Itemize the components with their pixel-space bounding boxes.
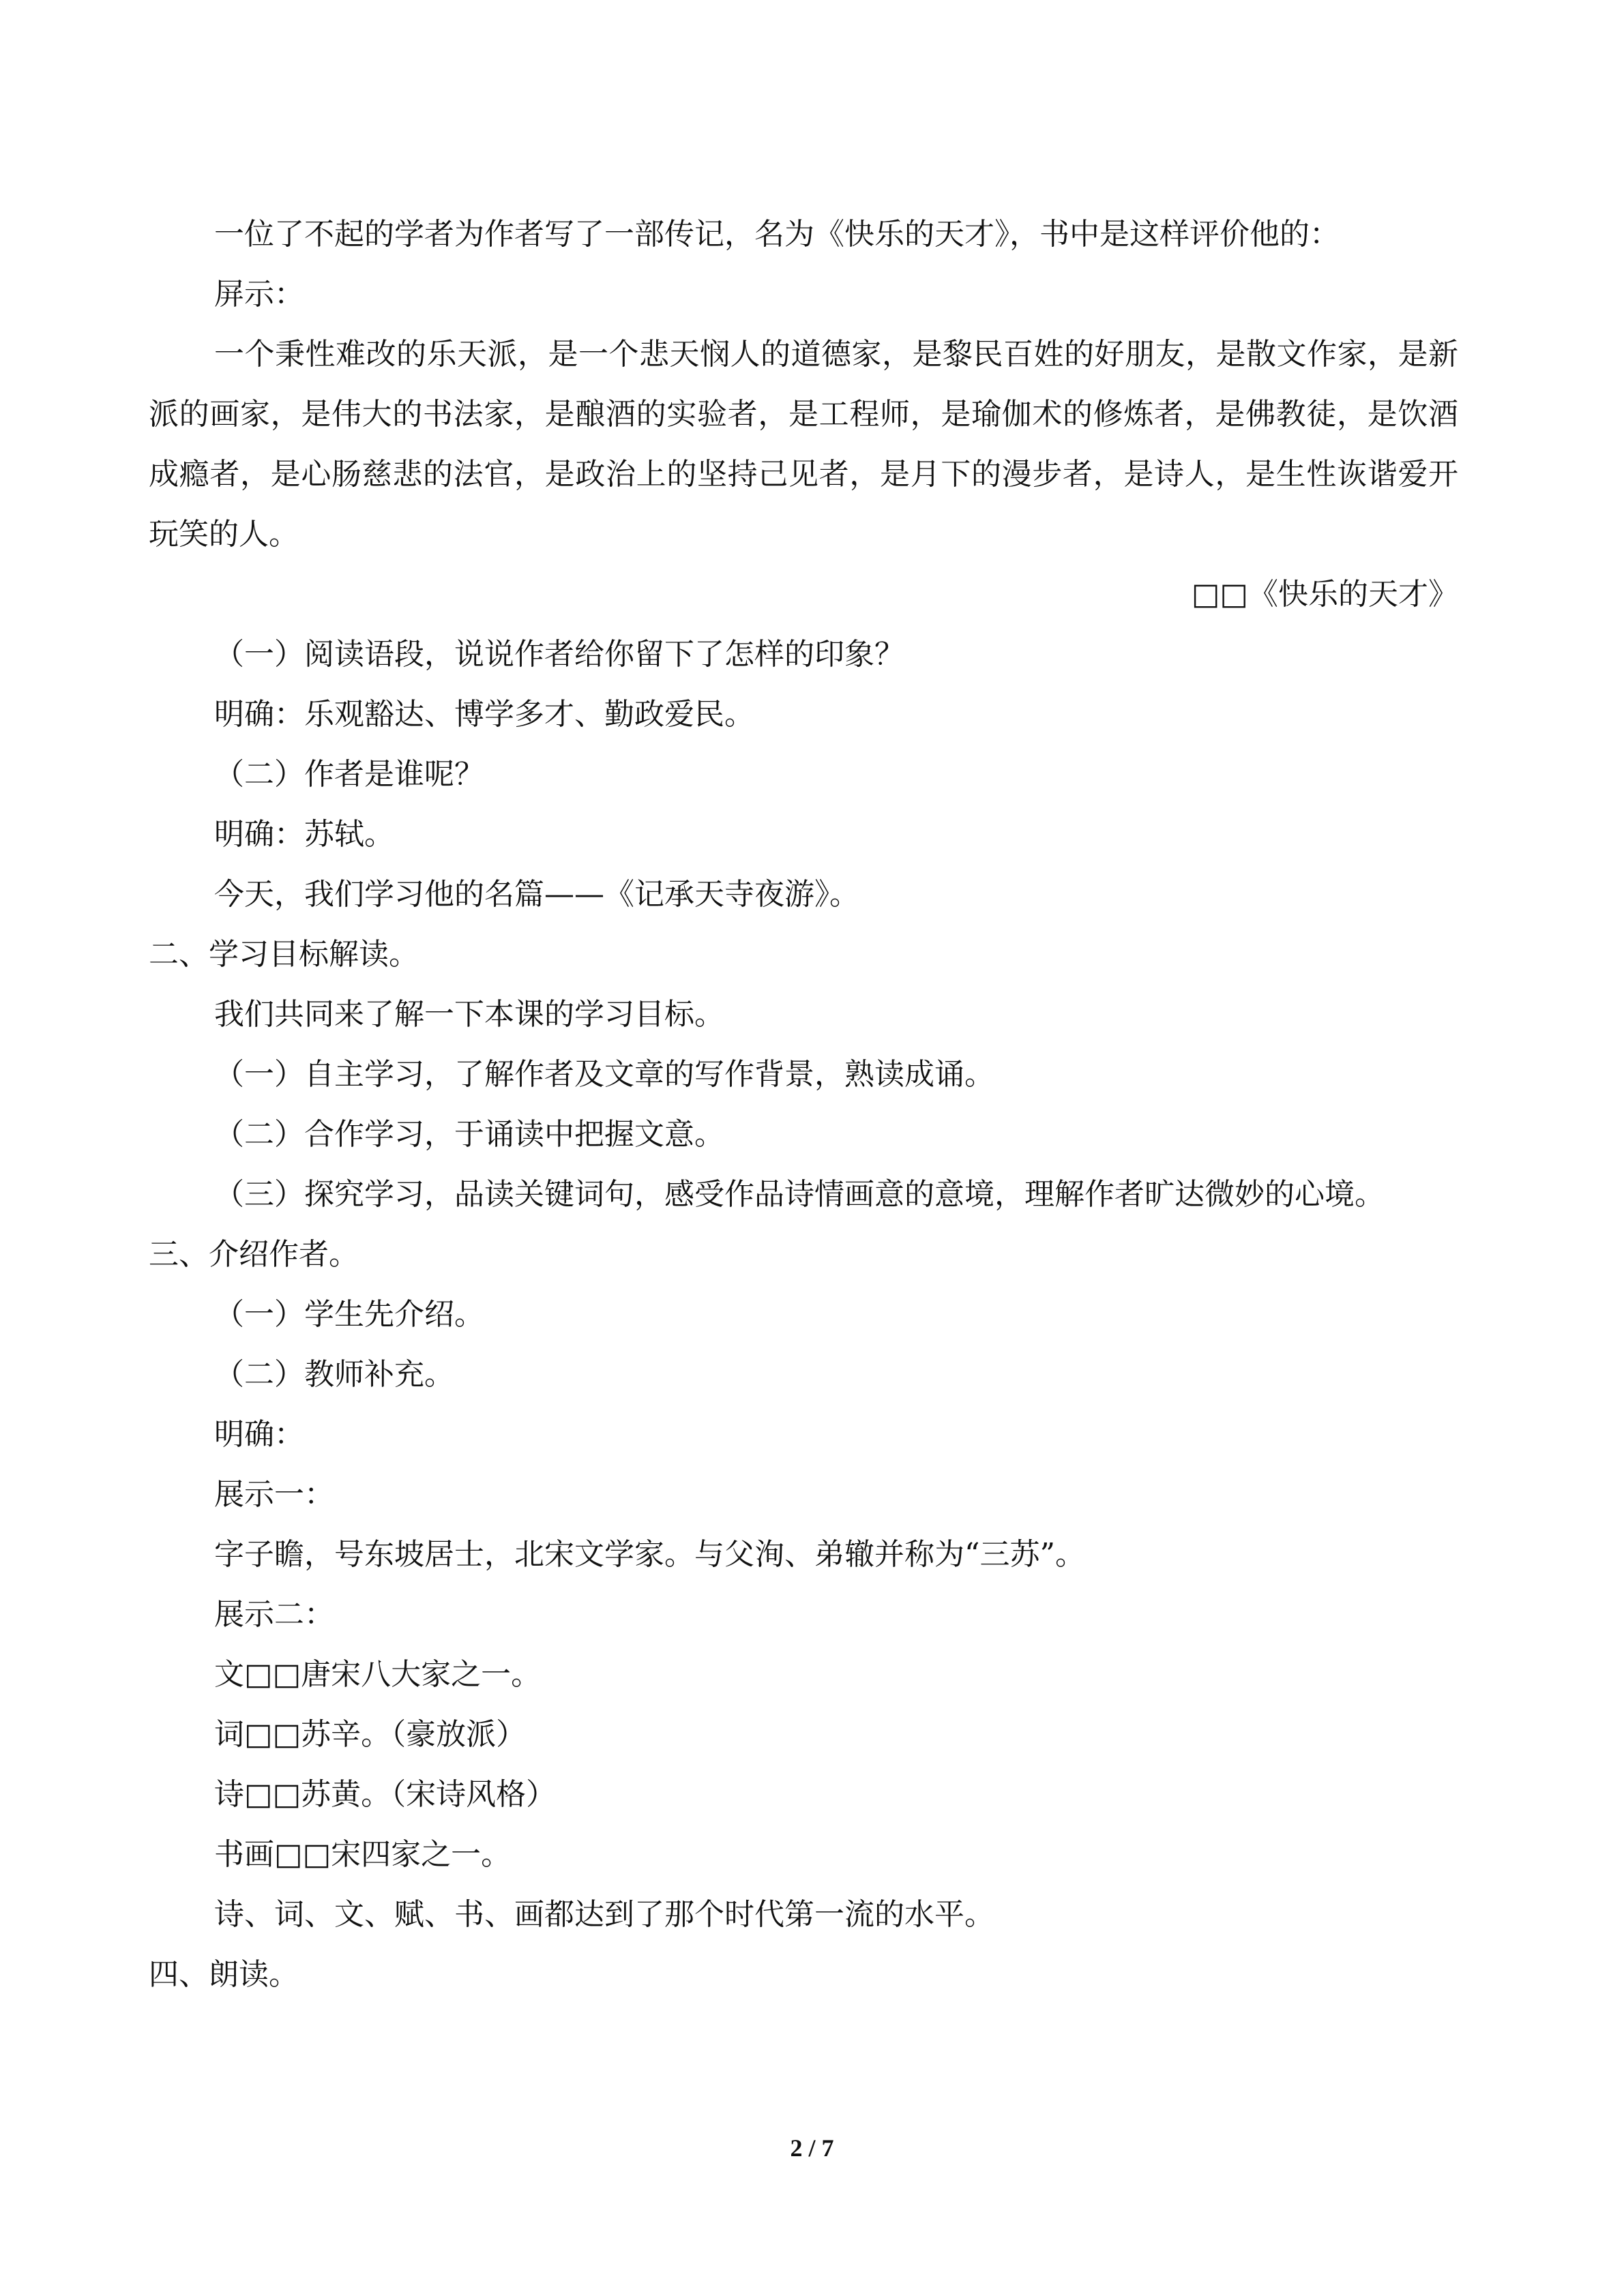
answer-1: 明确：乐观豁达、博学多才、勤政爱民。 <box>214 697 754 732</box>
today-intro: 今天，我们学习他的名篇——《记承天寺夜游》。 <box>214 877 859 912</box>
section-heading-2: 二、学习目标解读。 <box>149 937 419 972</box>
show-1-label: 展示一： <box>214 1477 334 1512</box>
goal-2: （二）合作学习，于诵读中把握文意。 <box>214 1117 724 1152</box>
section-heading-3: 三、介绍作者。 <box>149 1237 359 1272</box>
goal-3: （三）探究学习，品读关键词句，感受作品诗情画意的意境，理解作者旷达微妙的心境。 <box>214 1177 1385 1212</box>
question-1: （一）阅读语段，说说作者给你留下了怎样的印象？ <box>214 637 904 672</box>
biography-quote: 一个秉性难改的乐天派，是一个悲天悯人的道德家，是黎民百姓的好朋友，是散文作家，是新派的画家，是伟大的书法家，是酿酒的实验者，是工程师，是瑜伽术的修炼者，是佛教徒，是饮酒成瘾者，是心肠慈悲的法官，是政治上的坚持己见者，是月下的漫步者，是诗人，是生性诙谐爱开玩笑的人。 <box>149 337 1458 552</box>
author-step-1: （一）学生先介绍。 <box>214 1297 484 1332</box>
show-2-prose: 文□□唐宋八大家之一。 <box>214 1657 542 1692</box>
page-number: 2 / 7 <box>790 2134 834 2162</box>
clarify-label: 明确： <box>214 1417 304 1452</box>
section-heading-4: 四、朗读。 <box>149 1957 299 1992</box>
goals-intro: 我们共同来了解一下本课的学习目标。 <box>214 997 724 1032</box>
page-content <box>149 205 1458 2005</box>
show-1-text: 字子瞻，号东坡居士，北宋文学家。与父洵、弟辙并称为“三苏”。 <box>214 1537 1085 1572</box>
author-step-2: （二）教师补充。 <box>214 1357 454 1392</box>
answer-2: 明确：苏轼。 <box>214 817 394 852</box>
summary: 诗、词、文、赋、书、画都达到了那个时代第一流的水平。 <box>214 1897 994 1932</box>
show-2-label: 展示二： <box>214 1597 334 1632</box>
display-label: 屏示： <box>214 277 304 312</box>
intro-paragraph: 一位了不起的学者为作者写了一部传记，名为《快乐的天才》，书中是这样评价他的： <box>214 217 1340 252</box>
quote-source: □□《快乐的天才》 <box>1191 577 1458 612</box>
show-2-painting: 书画□□宋四家之一。 <box>214 1837 512 1872</box>
question-2: （二）作者是谁呢？ <box>214 757 484 792</box>
show-2-poetry: 诗□□苏黄。（宋诗风格） <box>214 1777 557 1812</box>
show-2-ci: 词□□苏辛。（豪放派） <box>214 1717 527 1752</box>
goal-1: （一）自主学习，了解作者及文章的写作背景，熟读成诵。 <box>214 1057 994 1092</box>
